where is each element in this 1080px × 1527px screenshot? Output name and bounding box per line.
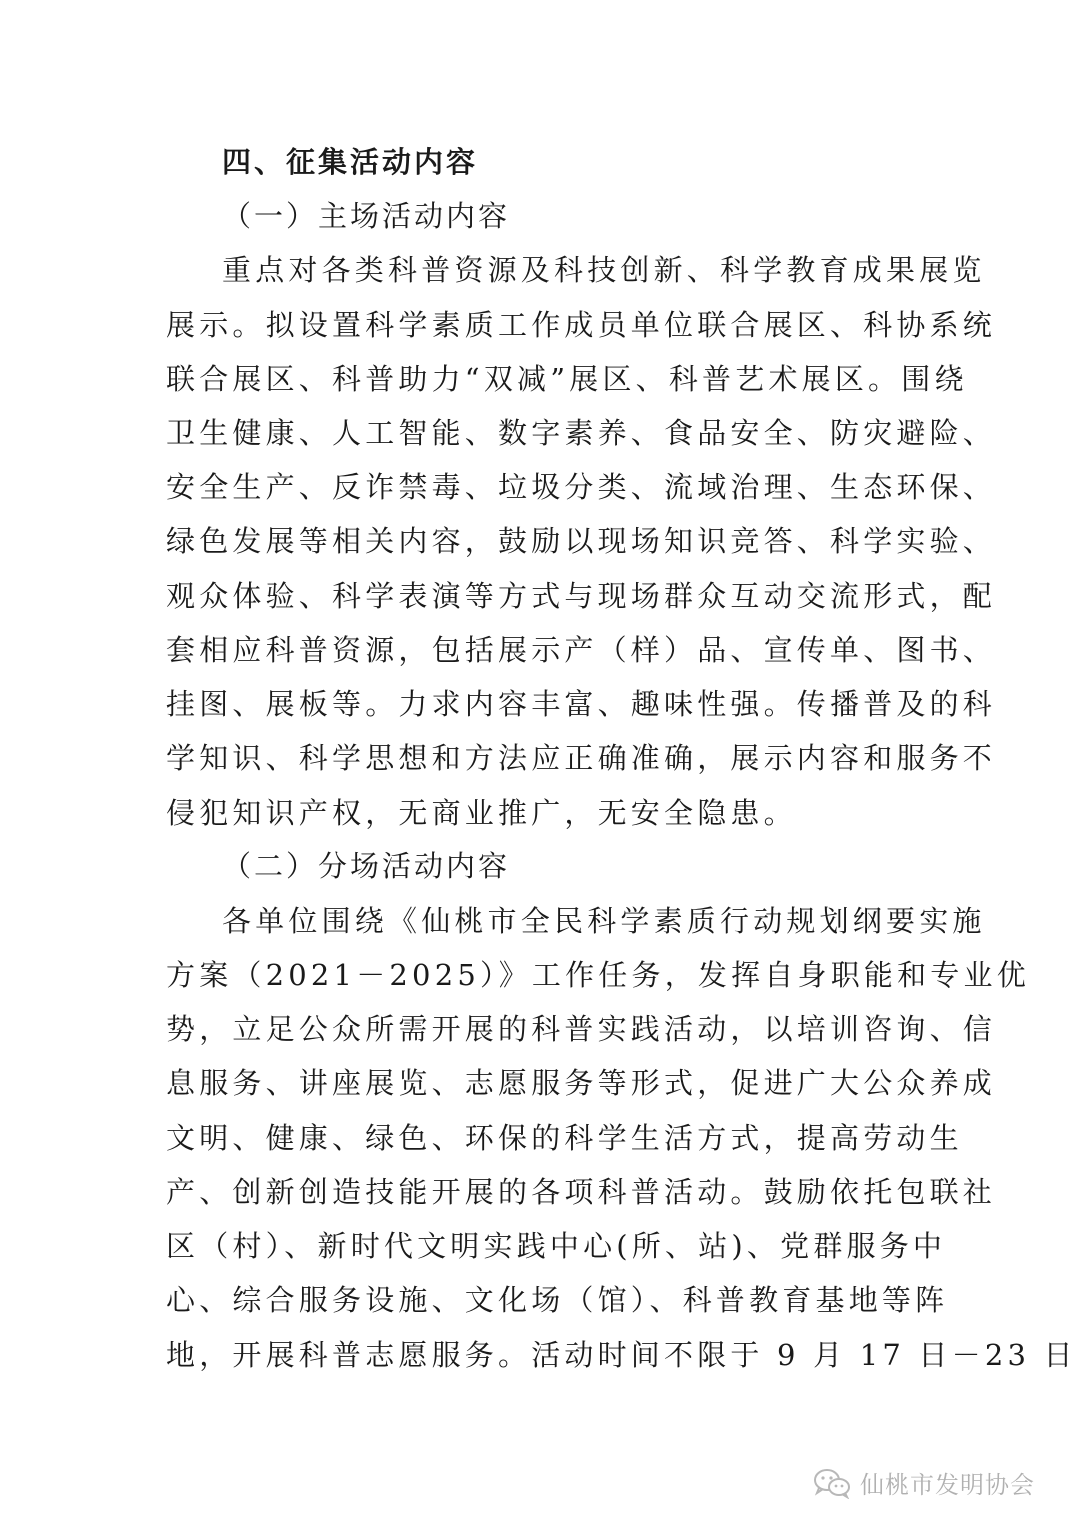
subsection-heading-main: （一）主场活动内容 (222, 199, 511, 233)
paragraph-line: 产、创新创造技能开展的各项科普活动。鼓励依托包联社 (166, 1175, 997, 1209)
paragraph-line: 展示。拟设置科学素质工作成员单位联合展区、科协系统 (166, 308, 997, 342)
paragraph-line: 息服务、讲座展览、志愿服务等形式，促进广大公众养成 (166, 1066, 997, 1100)
paragraph-line: 方案（2021－2025）》工作任务，发挥自身职能和专业优 (166, 958, 1030, 992)
paragraph-line: 安全生产、反诈禁毒、垃圾分类、流域治理、生态环保、 (166, 470, 997, 504)
subsection-heading-branch: （二）分场活动内容 (222, 849, 511, 883)
paragraph-line: 地，开展科普志愿服务。活动时间不限于 9 月 17 日－23 日 (166, 1338, 1077, 1372)
paragraph-line: 观众体验、科学表演等方式与现场群众互动交流形式，配 (166, 579, 997, 613)
paragraph-line: 心、综合服务设施、文化场（馆）、科普教育基地等阵 (166, 1283, 949, 1317)
paragraph-line: 侵犯知识产权，无商业推广，无安全隐患。 (166, 796, 797, 830)
watermark (812, 1465, 1035, 1500)
paragraph-line: 重点对各类科普资源及科技创新、科学教育成果展览 (222, 253, 986, 287)
paragraph-line: 绿色发展等相关内容，鼓励以现场知识竞答、科学实验、 (166, 524, 997, 558)
paragraph-line: 区（村）、新时代文明实践中心(所、站)、党群服务中 (166, 1229, 947, 1263)
paragraph-line: 挂图、展板等。力求内容丰富、趣味性强。传播普及的科 (166, 687, 997, 721)
paragraph-line: 卫生健康、人工智能、数字素养、食品安全、防灾避险、 (166, 416, 997, 450)
watermark-text: 仙桃市发明协会 (860, 1471, 1035, 1499)
wechat-icon (812, 1467, 852, 1499)
section-heading: 四、征集活动内容 (222, 145, 479, 179)
paragraph-line: 联合展区、科普助力“双减”展区、科普艺术展区。围绕 (166, 362, 968, 396)
paragraph-line: 势，立足公众所需开展的科普实践活动，以培训咨询、信 (166, 1012, 997, 1046)
paragraph-line: 学知识、科学思想和方法应正确准确，展示内容和服务不 (166, 741, 997, 775)
paragraph-line: 文明、健康、绿色、环保的科学生活方式，提高劳动生 (166, 1121, 963, 1155)
paragraph-line: 各单位围绕《仙桃市全民科学素质行动规划纲要实施 (222, 904, 986, 938)
paragraph-line: 套相应科普资源，包括展示产（样）品、宣传单、图书、 (166, 633, 997, 667)
